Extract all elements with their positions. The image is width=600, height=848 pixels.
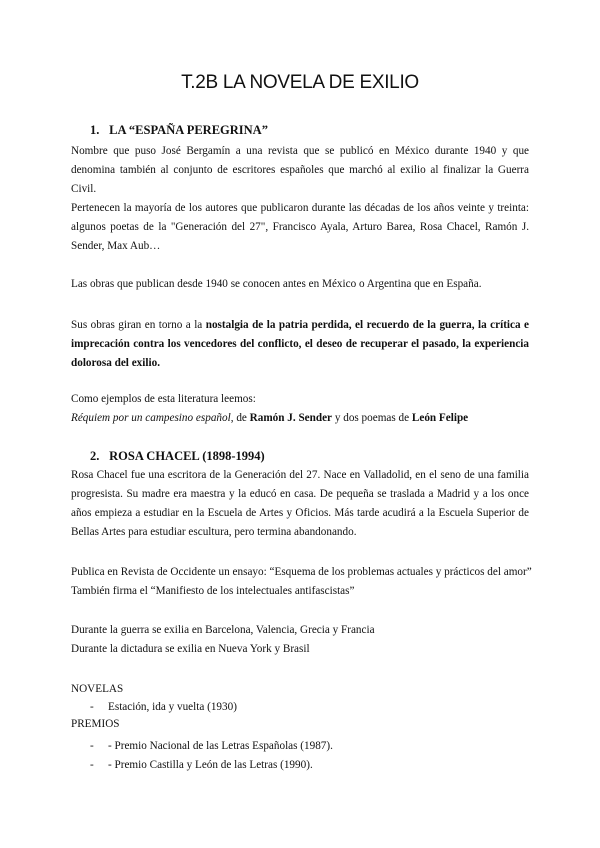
section-heading-1: [90, 123, 268, 138]
prizes-label: PREMIOS: [71, 718, 120, 730]
exile-war-line: Durante la guerra se exilia en Barcelona, Valencia, Grecia y Francia: [71, 624, 375, 636]
section-number: 2.: [90, 449, 100, 463]
page-title: T.2B LA NOVELA DE EXILIO: [181, 72, 419, 93]
novels-label: NOVELAS: [71, 683, 124, 695]
prize-text: - Premio Castilla y León de las Letras (1990).: [108, 759, 313, 771]
paragraph-essay: [71, 563, 532, 601]
examples-intro: Como ejemplos de esta literatura leemos:: [71, 393, 256, 405]
bullet-dash: -: [90, 740, 94, 752]
paragraph-biography: Rosa Chacel fue una escritora de la Generación del 27. Nace en Valladolid, en el seno de una familia progresista. Su madre era maestra y la educó en casa. De pequeña se traslada a Madrid y a los once años empieza a estudiar en la Escuela de Artes y Oficios. Más tarde acudirá a la Escuela Superior de Bellas Artes para estudiar escultura, pero termina abandonando.: [71, 469, 529, 538]
paragraph-exile: [71, 621, 529, 659]
section-number: 1.: [90, 123, 100, 137]
paragraph-authors: Pertenecen la mayoría de los autores que publicaron durante las décadas de los años veinte y treinta: algunos poetas de la "Generación del 27", Francisco Ayala, Arturo Barea, Rosa Chacel, Ramón J. Sender, Max Aub…: [71, 202, 529, 252]
section-heading-2: [90, 449, 265, 464]
section-title: ROSA CHACEL (1898-1994): [109, 449, 265, 463]
paragraph-bergamin: Nombre que puso José Bergamín a una revista que se publicó en México durante 1940 y que denomina también al conjunto de escritores españoles que marchó al exilio al finalizar la Guerra Civil.: [71, 145, 529, 195]
prize-text: - Premio Nacional de las Letras Españolas (1987).: [108, 740, 333, 752]
themes-bold: nostalgia de la patria perdida, el recuerdo de la guerra, la crítica e imprecación contra los vencedores del conflicto, el deseo de recuperar el pasado, la experiencia dolorosa del exilio.: [71, 319, 529, 369]
list-item-prize: [90, 756, 313, 775]
examples-line: [71, 409, 529, 428]
themes-intro: Sus obras giran en torno a la: [71, 319, 206, 331]
author-sender: Ramón J. Sender: [249, 412, 333, 424]
paragraph-examples: [71, 390, 529, 428]
novel-title: Estación, ida y vuelta (1930): [108, 701, 237, 713]
paragraph-themes: [71, 316, 529, 373]
examples-sep: y dos poemas de: [332, 412, 412, 424]
list-item-prize: [90, 737, 333, 756]
manifesto-line: También firma el “Manifiesto de los intelectuales antifascistas”: [71, 585, 355, 597]
paragraph-publication: Las obras que publican desde 1940 se conocen antes en México o Argentina que en España.: [71, 278, 482, 290]
section-title: LA “ESPAÑA PEREGRINA”: [109, 123, 268, 137]
bullet-dash: -: [90, 701, 94, 713]
work-title: Réquiem por un campesino español: [71, 412, 231, 424]
bullet-dash: -: [90, 759, 94, 771]
author-felipe: León Felipe: [411, 412, 469, 424]
essay-line: Publica en Revista de Occidente un ensayo: “Esquema de los problemas actuales y prácticos del amor”: [71, 566, 532, 578]
examples-sep: , de: [230, 412, 250, 424]
exile-dictatorship-line: Durante la dictadura se exilia en Nueva York y Brasil: [71, 643, 310, 655]
